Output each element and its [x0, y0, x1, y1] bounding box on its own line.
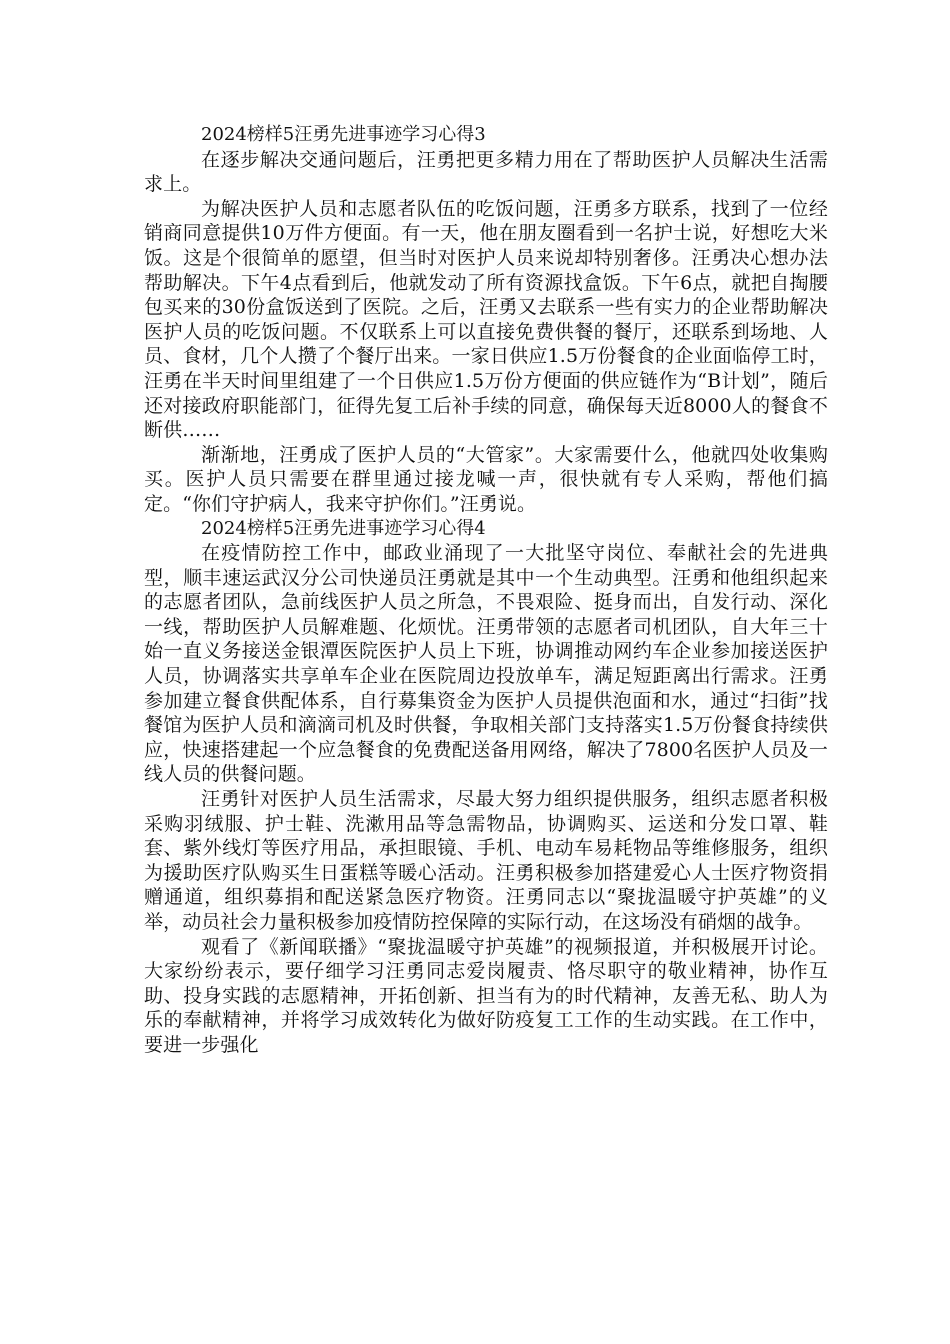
- paragraph: 在疫情防控工作中，邮政业涌现了一大批坚守岗位、奉献社会的先进典型，顺丰速运武汉分公司快递员汪勇就是其中一个生动典型。汪勇和他组织起来的志愿者团队，急前线医护人员之所急，不畏艰险、挺身而出，自发行动、深化一线，帮助医护人员解难题、化烦忧。汪勇带领的志愿者司机团队，自大年三十始一直义务接送金银潭医院医护人员上下班，协调推动网约车企业参加接送医护人员，协调落实共享单车企业在医院周边投放单车，满足短距离出行需求。汪勇参加建立餐食供配体系，自行募集资金为医护人员提供泡面和水，通过“扫街”找餐馆为医护人员和滴滴司机及时供餐，争取相关部门支持落实1.5万份餐食持续供应，快速搭建起一个应急餐食的免费配送备用网络，解决了7800名医护人员及一线人员的供餐问题。: [144, 542, 828, 786]
- paragraph: 为解决医护人员和志愿者队伍的吃饭问题，汪勇多方联系，找到了一位经销商同意提供10万件方便面。有一天，他在朋友圈看到一名护士说，好想吃大米饭。这是个很简单的愿望，但当时对医护人员来说却特别奢侈。汪勇决心想办法帮助解决。下午4点看到后，他就发动了所有资源找盒饭。下午6点，就把自掏腰包买来的30份盒饭送到了医院。之后，汪勇又去联系一些有实力的企业帮助解决医护人员的吃饭问题。不仅联系上可以直接免费供餐的餐厅，还联系到场地、人员、食材，几个人攒了个餐厅出来。一家日供应1.5万份餐食的企业面临停工时，汪勇在半天时间里组建了一个日供应1.5万份方便面的供应链作为“B计划”，随后还对接政府职能部门，征得先复工后补手续的同意，确保每天近8000人的餐食不断供……: [144, 197, 828, 442]
- paragraph: 观看了《新闻联播》“聚拢温暖守护英雄”的视频报道，并积极展开讨论。大家纷纷表示，要仔细学习汪勇同志爱岗履责、恪尽职守的敬业精神，协作互助、投身实践的志愿精神，开拓创新、担当有为的时代精神，友善无私、助人为乐的奉献精神，并将学习成效转化为做好防疫复工工作的生动实践。在工作中，要进一步强化: [144, 935, 828, 1056]
- paragraph: 汪勇针对医护人员生活需求，尽最大努力组织提供服务，组织志愿者积极采购羽绒服、护士鞋、洗漱用品等急需物品，协调购买、运送和分发口罩、鞋套、紫外线灯等医疗用品，承担眼镜、手机、电动车易耗物品等维修服务，组织为援助医疗队购买生日蛋糕等暖心活动。汪勇积极参加搭建爱心人士医疗物资捐赠通道，组织募捐和配送紧急医疗物资。汪勇同志以“聚拢温暖守护英雄”的义举，动员社会力量积极参加疫情防控保障的实际行动，在这场没有硝烟的战争。: [144, 788, 828, 933]
- section-title-4: 2024榜样5汪勇先进事迹学习心得4: [201, 517, 486, 539]
- paragraph: 在逐步解决交通问题后，汪勇把更多精力用在了帮助医护人员解决生活需求上。: [144, 148, 828, 196]
- section-title-3: 2024榜样5汪勇先进事迹学习心得3: [201, 124, 486, 145]
- document-body: [144, 123, 828, 1058]
- paragraph: 渐渐地，汪勇成了医护人员的“大管家”。大家需要什么，他就四处收集购买。医护人员只需要在群里通过接龙喊一声，很快就有专人采购，帮他们搞定。“你们守护病人，我来守护你们。”汪勇说。: [144, 443, 828, 515]
